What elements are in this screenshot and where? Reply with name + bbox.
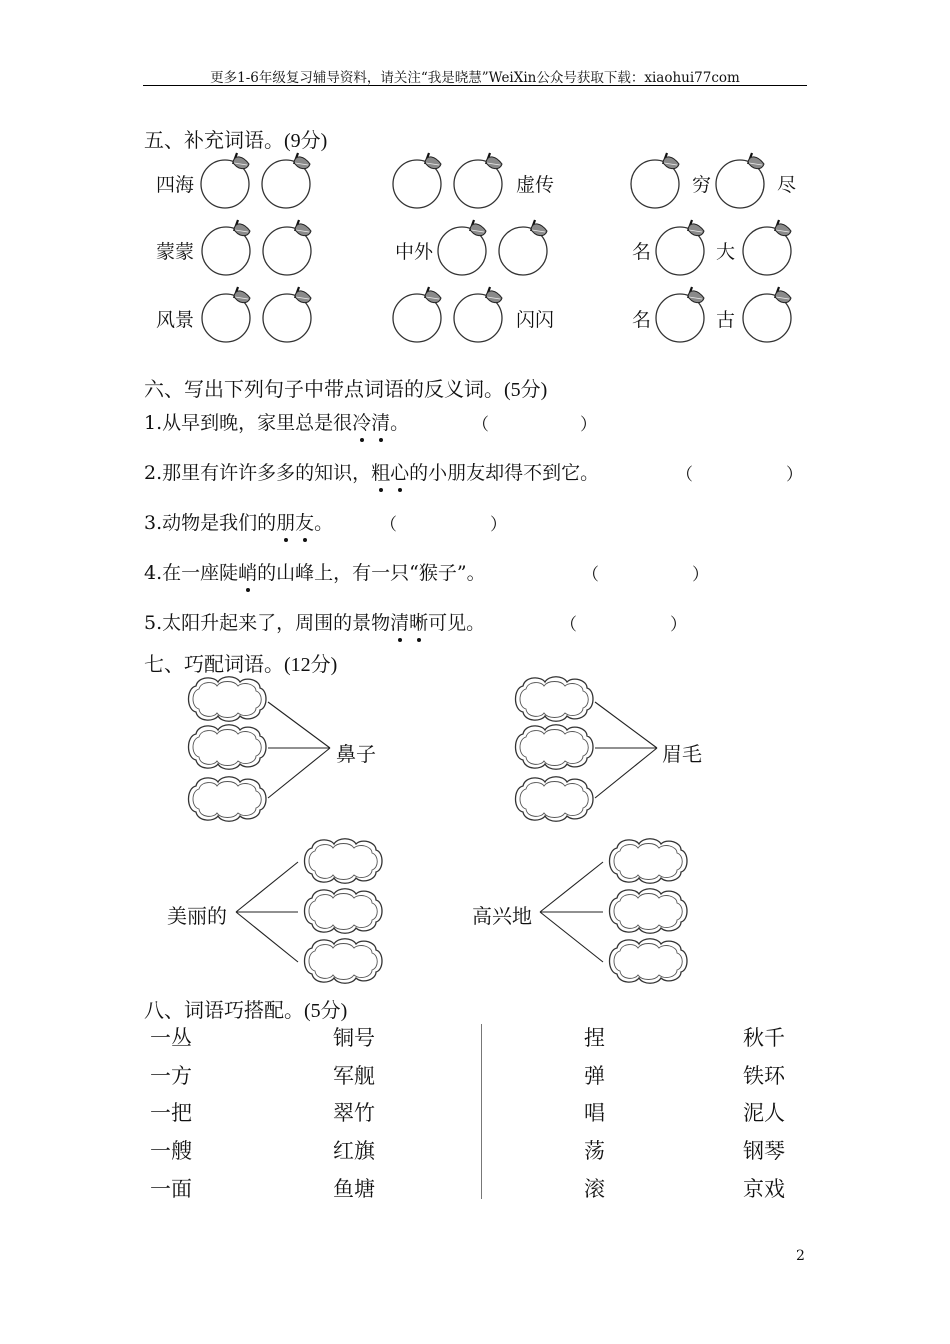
cloud-answer-box [516, 777, 594, 822]
verb-word-1: 捏 [584, 1026, 605, 1050]
connector-line [268, 748, 330, 798]
dotted-char: 友 [295, 508, 314, 535]
answer-paren-close: ） [692, 565, 709, 585]
page-header: 更多1-6年级复习辅导资料，请关注“我是晓慧”WeiXin公众号获取下载：xiaohui77com [210, 70, 740, 86]
dotted-char: 晰 [409, 608, 428, 635]
section7-score: (12分) [284, 654, 338, 676]
section8-title-text: 八、词语巧搭配。 [144, 998, 304, 1022]
apple-answer-circle [743, 220, 791, 275]
cloud-answer-box [610, 839, 688, 884]
cloud-answer-box [189, 725, 267, 770]
connector-line [236, 862, 298, 912]
object-word-3: 泥人 [743, 1101, 785, 1125]
apple-answer-circle [438, 220, 486, 275]
cloud-answer-box [189, 777, 267, 822]
answer-paren-open: （ [560, 615, 577, 635]
match-word-beautiful: 美丽的 [167, 904, 227, 928]
connector-line [595, 702, 657, 748]
apple-answer-circle [454, 287, 502, 342]
sentence-2-text: 2.那里有许许多多的知识， [144, 462, 372, 484]
match-word-nose: 鼻子 [336, 742, 376, 766]
apple-answer-circle [656, 220, 704, 275]
dotted-char: 粗 [371, 458, 390, 485]
apple-answer-circle [263, 220, 311, 275]
sentence-4-text: 4.在一座陡 [144, 562, 239, 584]
section5-word-3: 穷 [692, 174, 712, 196]
verb-word-4: 荡 [584, 1139, 605, 1163]
object-word-5: 京戏 [743, 1177, 785, 1201]
cloud-answer-box [516, 677, 594, 722]
sentence-1-text: 1.从早到晚，家里总是很 [144, 412, 353, 434]
sentence-5-end: 可见。 [428, 612, 486, 634]
sentence-1-end: 。 [390, 412, 410, 434]
match-word-happily: 高兴地 [472, 904, 532, 928]
section5-word-5: 蒙蒙 [156, 241, 195, 263]
section5-score: (9分) [284, 130, 328, 152]
noun-word-4: 红旗 [333, 1139, 375, 1163]
noun-word-2: 军舰 [333, 1064, 375, 1088]
apple-answer-circle [262, 153, 310, 208]
noun-word-3: 翠竹 [333, 1101, 375, 1125]
section5-word-8: 大 [716, 241, 736, 263]
answer-paren-close: ） [670, 615, 687, 635]
cloud-answer-box [305, 839, 383, 884]
noun-word-5: 鱼塘 [333, 1177, 375, 1201]
cloud-answer-box [610, 939, 688, 984]
sentence-4-end: 的山峰上，有一只“猴子”。 [257, 562, 486, 584]
cloud-answer-box [305, 889, 383, 934]
answer-paren-close: ） [490, 515, 507, 535]
dotted-char: 清 [371, 408, 390, 435]
object-word-1: 秋千 [743, 1026, 785, 1050]
answer-paren-open: （ [380, 515, 397, 535]
apple-answer-circle [743, 287, 791, 342]
dotted-char: 心 [390, 458, 409, 485]
section5-word-1: 四海 [156, 174, 195, 196]
object-word-2: 铁环 [743, 1064, 785, 1088]
object-word-4: 钢琴 [743, 1139, 785, 1163]
section5-word-9: 风景 [156, 309, 195, 331]
section5-word-10: 闪闪 [516, 309, 555, 331]
section7-title-text: 七、巧配词语。 [144, 652, 284, 676]
connector-line [595, 748, 657, 798]
apple-answer-circle [656, 287, 704, 342]
dotted-char: 清 [390, 608, 409, 635]
apple-answer-circle [716, 153, 764, 208]
answer-paren-open: （ [582, 565, 599, 585]
answer-paren-close: ） [580, 415, 597, 435]
section5-word-2: 虚传 [516, 174, 555, 196]
cloud-answer-box [516, 725, 594, 770]
cloud-answer-box [305, 939, 383, 984]
measure-word-3: 一把 [150, 1101, 192, 1125]
answer-paren-open: （ [472, 415, 489, 435]
apple-answer-circle [393, 287, 441, 342]
measure-word-5: 一面 [150, 1177, 192, 1201]
answer-paren-open: （ [676, 465, 693, 485]
sentence-3-text: 3.动物是我们的 [144, 512, 277, 534]
noun-word-1: 铜号 [333, 1026, 375, 1050]
dotted-char: 峭 [238, 558, 257, 585]
verb-word-5: 滚 [584, 1177, 605, 1201]
verb-word-2: 弹 [584, 1064, 605, 1088]
section5-word-4: 尽 [777, 174, 797, 196]
apple-answer-circle [202, 220, 250, 275]
section8-score: (5分) [304, 1000, 348, 1022]
apple-answer-circle [499, 220, 547, 275]
section5-word-12: 古 [716, 309, 736, 331]
section5-title-text: 五、补充词语。 [144, 128, 284, 152]
match-word-eyebrow: 眉毛 [662, 742, 702, 766]
apple-answer-circle [202, 287, 250, 342]
cloud-answer-box [610, 889, 688, 934]
section5-word-6: 中外 [395, 241, 434, 263]
apple-answer-circle [454, 153, 502, 208]
dotted-char: 冷 [352, 408, 371, 435]
connector-line [236, 912, 298, 962]
answer-paren-close: ） [786, 465, 803, 485]
sentence-3-end: 。 [314, 512, 334, 534]
section5-word-11: 名 [632, 309, 652, 331]
connector-line [540, 912, 603, 962]
sentence-5-text: 5.太阳升起来了，周围的景物 [144, 612, 391, 634]
connector-line [268, 702, 330, 748]
apple-answer-circle [263, 287, 311, 342]
apple-answer-circle [201, 153, 249, 208]
section5-word-7: 名 [632, 241, 652, 263]
apple-answer-circle [393, 153, 441, 208]
section6-title-text: 六、写出下列句子中带点词语的反义词。 [144, 377, 504, 401]
dotted-char: 朋 [276, 508, 295, 535]
connector-line [540, 862, 603, 912]
cloud-answer-box [189, 677, 267, 722]
measure-word-1: 一丛 [150, 1026, 192, 1050]
section6-score: (5分) [504, 379, 548, 401]
measure-word-2: 一方 [150, 1064, 192, 1088]
apple-answer-circle [631, 153, 679, 208]
sentence-2-end: 的小朋友却得不到它。 [409, 462, 600, 484]
verb-word-3: 唱 [584, 1101, 605, 1125]
measure-word-4: 一艘 [150, 1139, 192, 1163]
page-number: 2 [796, 1248, 805, 1264]
